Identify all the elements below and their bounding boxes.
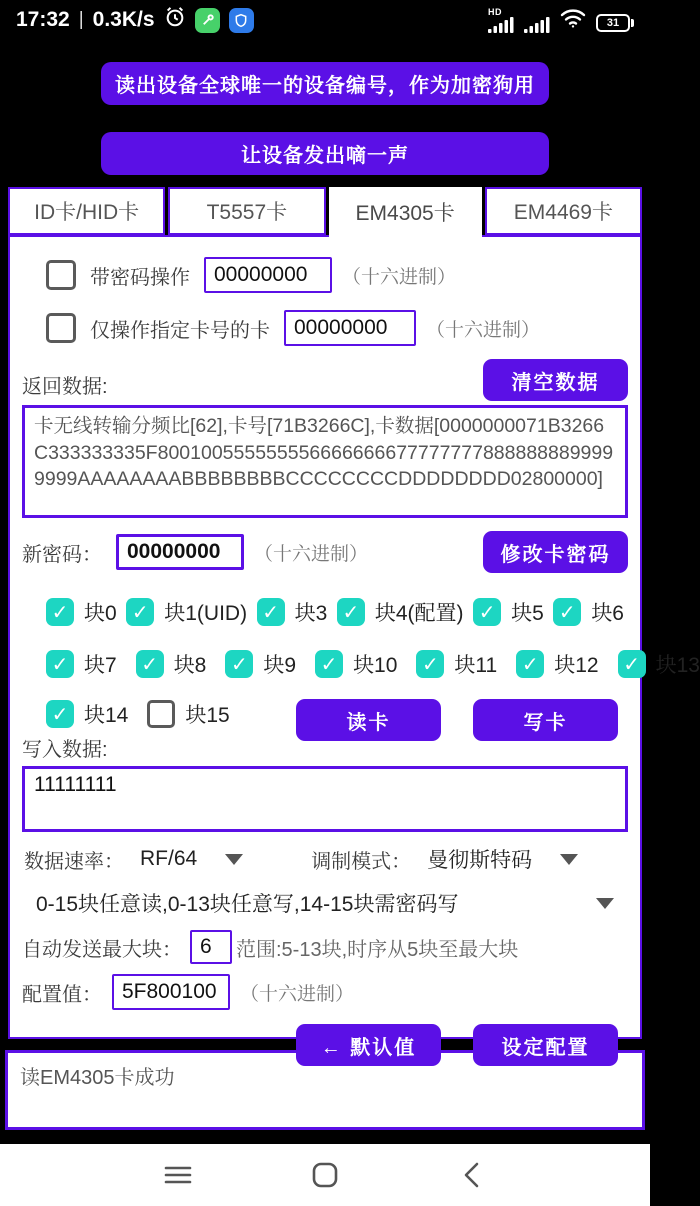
- cellular-signal-icon-1: [488, 8, 514, 33]
- block-toggle[interactable]: [416, 649, 497, 679]
- return-data-label: 返回数据:: [22, 376, 108, 398]
- auto-max-block-label: 自动发送最大块：: [22, 938, 182, 961]
- password-hex-hint: （十六进制）: [342, 266, 457, 288]
- write-card-button[interactable]: 写卡: [473, 699, 618, 741]
- checkbox-checked-icon[interactable]: ✓: [473, 598, 501, 626]
- checkbox-checked-icon[interactable]: ✓: [337, 598, 365, 626]
- modulation-select[interactable]: 曼彻斯特码: [427, 849, 533, 872]
- card-id-hex-hint: （十六进制）: [426, 319, 541, 341]
- status-message-box[interactable]: 读EM4305卡成功: [5, 1050, 645, 1130]
- block-label: 块9: [263, 654, 297, 677]
- checkbox-checked-icon[interactable]: ✓: [126, 598, 154, 626]
- modulation-label: 调制模式：: [311, 850, 412, 873]
- wrench-app-icon: [195, 8, 220, 33]
- block-toggle[interactable]: [46, 649, 117, 679]
- chevron-down-icon[interactable]: [560, 854, 578, 865]
- new-password-label: 新密码：: [22, 543, 102, 566]
- block-label: 块13: [655, 654, 700, 677]
- tab-id-hid[interactable]: ID卡/HID卡: [8, 187, 165, 235]
- home-icon[interactable]: [308, 1158, 342, 1192]
- block-label: 块0: [84, 602, 117, 625]
- block-row-2: [22, 649, 700, 679]
- block-toggle[interactable]: [46, 597, 117, 627]
- password-op-checkbox[interactable]: [46, 260, 76, 290]
- block-label: 块8: [173, 654, 207, 677]
- new-password-input[interactable]: [116, 534, 244, 570]
- card-specific-row: [22, 310, 628, 346]
- tab-em4305[interactable]: EM4305卡: [329, 187, 482, 237]
- checkbox-checked-icon[interactable]: ✓: [257, 598, 285, 626]
- shield-app-icon: [229, 8, 254, 33]
- tab-t5557[interactable]: T5557卡: [168, 187, 325, 235]
- block-label: 块15: [185, 704, 230, 727]
- card-id-input[interactable]: [284, 310, 416, 346]
- block-label: 块7: [84, 654, 117, 677]
- block-toggle[interactable]: [618, 649, 700, 679]
- block-toggle[interactable]: [225, 649, 296, 679]
- block-toggle[interactable]: [147, 699, 229, 729]
- battery-percent: 31: [606, 16, 620, 29]
- block-label: 块12: [554, 654, 599, 677]
- block-toggle[interactable]: [553, 597, 624, 627]
- chevron-down-icon[interactable]: [596, 898, 614, 909]
- clock-time: 17:32: [16, 8, 70, 31]
- block-label: 块10: [353, 654, 398, 677]
- write-data-field[interactable]: 11111111: [22, 766, 628, 832]
- config-value-input[interactable]: [112, 974, 230, 1010]
- read-device-id-button[interactable]: 读出设备全球唯一的设备编号，作为加密狗用: [101, 62, 549, 105]
- block-label: 块1(UID): [164, 602, 248, 625]
- config-value-label: 配置值：: [22, 983, 102, 1006]
- block-label: 块11: [454, 654, 498, 677]
- checkbox-unchecked-icon[interactable]: [147, 700, 175, 728]
- data-rate-select[interactable]: RF/64: [140, 847, 198, 870]
- block-toggle[interactable]: [337, 597, 464, 627]
- wifi-icon: [560, 8, 586, 33]
- block-label: 块4(配置): [374, 602, 464, 625]
- block-label: 块5: [511, 602, 544, 625]
- config-hex-hint: （十六进制）: [240, 983, 355, 1005]
- back-icon[interactable]: [455, 1158, 489, 1192]
- password-op-label: 带密码操作: [90, 266, 190, 289]
- block-label: 块3: [294, 602, 328, 625]
- em4305-panel: [8, 235, 700, 1059]
- cellular-signal-icon-2: [524, 17, 550, 33]
- password-input[interactable]: [204, 257, 332, 293]
- checkbox-checked-icon[interactable]: ✓: [46, 700, 74, 728]
- password-op-row: [22, 257, 628, 293]
- auto-max-block-input[interactable]: [190, 930, 232, 964]
- chevron-down-icon[interactable]: [225, 854, 243, 865]
- block-toggle[interactable]: [126, 597, 247, 627]
- set-config-button[interactable]: 设定配置: [473, 1024, 618, 1066]
- checkbox-checked-icon[interactable]: ✓: [46, 598, 74, 626]
- block-row-1: [22, 597, 628, 627]
- clear-data-button[interactable]: 清空数据: [483, 359, 628, 401]
- new-password-hex-hint: （十六进制）: [254, 543, 369, 565]
- checkbox-checked-icon[interactable]: ✓: [618, 650, 646, 678]
- card-specific-checkbox[interactable]: [46, 313, 76, 343]
- tab-em4469[interactable]: EM4469卡: [485, 187, 642, 235]
- auto-max-block-hint: 范围:5-13块,时序从5块至最大块: [236, 938, 519, 961]
- block-label: 块6: [591, 602, 624, 625]
- checkbox-checked-icon[interactable]: ✓: [516, 650, 544, 678]
- checkbox-checked-icon[interactable]: ✓: [46, 650, 74, 678]
- data-rate-label: 数据速率：: [24, 850, 124, 873]
- checkbox-checked-icon[interactable]: ✓: [416, 650, 444, 678]
- navigation-bar: [0, 1144, 650, 1206]
- write-data-label: 写入数据:: [22, 739, 108, 761]
- default-value-button[interactable]: ← 默认值: [296, 1024, 441, 1066]
- checkbox-checked-icon[interactable]: ✓: [315, 650, 343, 678]
- hd-badge: HD: [488, 6, 502, 17]
- tab-bar: [8, 187, 642, 235]
- card-specific-label: 仅操作指定卡号的卡: [90, 319, 270, 342]
- block-toggle[interactable]: [257, 597, 328, 627]
- beep-button[interactable]: 让设备发出嘀一声: [101, 132, 549, 175]
- block-toggle[interactable]: [46, 699, 128, 729]
- block-label: 块14: [84, 704, 129, 727]
- status-separator: |: [78, 9, 84, 30]
- access-mode-select[interactable]: [22, 888, 628, 918]
- checkbox-checked-icon[interactable]: ✓: [225, 650, 253, 678]
- read-card-button[interactable]: 读卡: [296, 699, 441, 741]
- block-toggle[interactable]: [136, 649, 207, 679]
- block-toggle[interactable]: [315, 649, 397, 679]
- alarm-icon: [164, 6, 186, 34]
- block-row-3: [46, 699, 230, 729]
- access-mode-value: 0-15块任意读,0-13块任意写,14-15块需密码写: [36, 893, 459, 916]
- recents-menu-icon[interactable]: [161, 1158, 195, 1192]
- checkbox-checked-icon[interactable]: ✓: [553, 598, 581, 626]
- battery-icon: [596, 14, 634, 32]
- network-speed: 0.3K/s: [92, 8, 155, 31]
- block-toggle[interactable]: [473, 597, 544, 627]
- change-password-button[interactable]: 修改卡密码: [483, 531, 628, 573]
- block-toggle[interactable]: [516, 649, 598, 679]
- checkbox-checked-icon[interactable]: ✓: [136, 650, 164, 678]
- return-data-field[interactable]: 卡无线转输分频比[62],卡号[71B3266C],卡数据[0000000071B3266C333333335F8001005555555566666666777777778888888899999999AAAAAAAABBBBBBBBCCCCCCCCDDDDDDDD02800000]: [22, 405, 628, 518]
- status-bar: [0, 0, 650, 40]
